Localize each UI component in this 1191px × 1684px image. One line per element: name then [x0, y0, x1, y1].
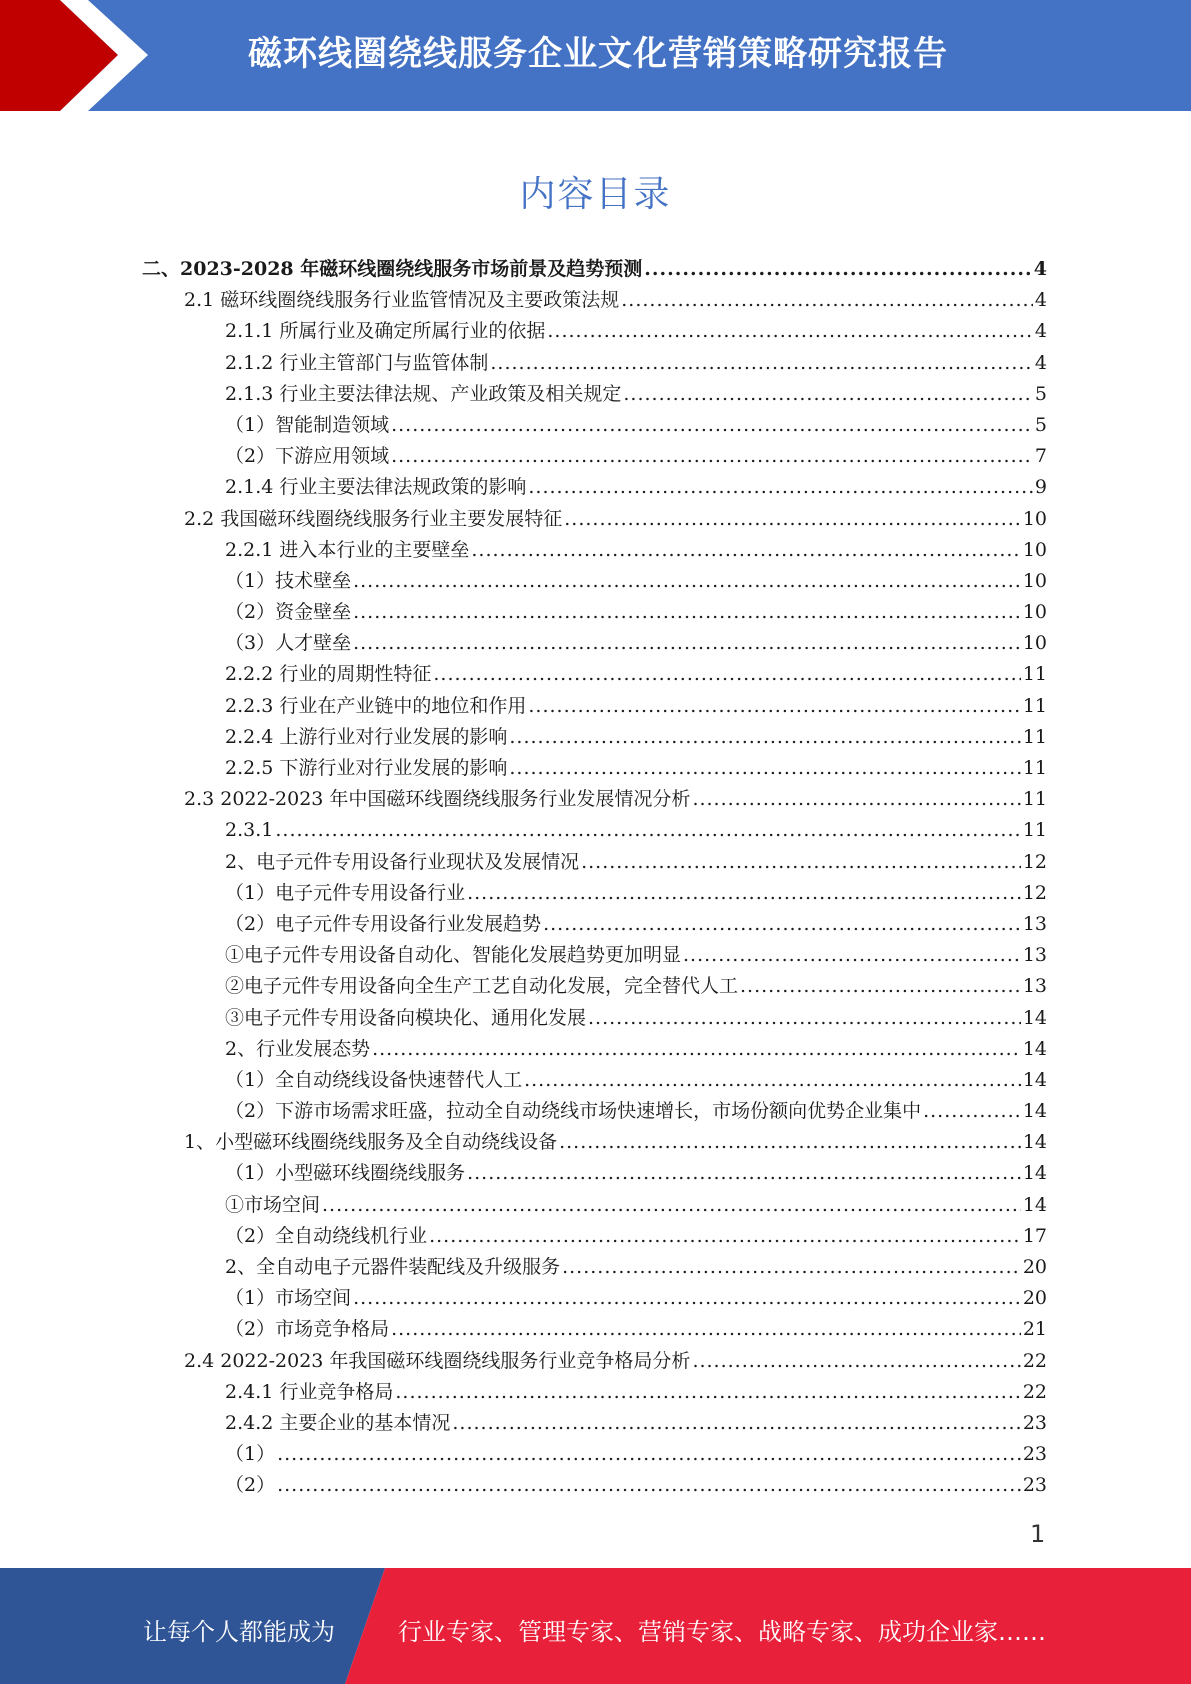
table-of-contents: [0, 254, 1191, 1502]
toc-entry-page: 12: [1022, 881, 1047, 904]
toc-leader-dots: [509, 753, 1020, 784]
toc-heading: 内容目录: [519, 174, 672, 215]
toc-entry[interactable]: [0, 1096, 1191, 1127]
toc-entry-page: 13: [1022, 944, 1047, 967]
toc-entry-title: （2）电子元件专用设备行业发展趋势: [225, 912, 542, 935]
toc-entry-title: 2.2.1 进入本行业的主要壁垒: [225, 538, 470, 561]
toc-leader-dots: [528, 691, 1020, 722]
toc-leader-dots: [391, 1314, 1021, 1345]
toc-entry-page: 11: [1022, 663, 1047, 686]
toc-entry[interactable]: [0, 753, 1191, 784]
toc-entry-title: 2、全自动电子元器件装配线及升级服务: [225, 1256, 561, 1278]
toc-leader-dots: [353, 597, 1021, 628]
toc-entry-title: 2、电子元件专用设备行业现状及发展情况: [225, 850, 580, 873]
toc-entry-page: 5: [1034, 413, 1047, 436]
toc-leader-dots: [644, 254, 1032, 285]
toc-entry-page: 10: [1022, 601, 1047, 624]
toc-entry-title: （1）电子元件专用设备行业: [225, 881, 466, 904]
toc-entry[interactable]: [0, 1314, 1191, 1345]
toc-entry[interactable]: [0, 1034, 1191, 1065]
toc-entry-title: （2）全自动绕线机行业: [225, 1224, 428, 1247]
header-banner: [0, 0, 1191, 111]
toc-entry[interactable]: [0, 566, 1191, 597]
toc-entry-page: 10: [1022, 632, 1047, 655]
toc-entry-title: ②电子元件专用设备向全生产工艺自动化发展，完全替代人工: [225, 975, 739, 998]
toc-leader-dots: [528, 472, 1033, 503]
toc-entry-page: 11: [1022, 788, 1047, 811]
toc-leader-dots: [588, 1003, 1021, 1034]
toc-entry[interactable]: [0, 441, 1191, 472]
toc-leader-dots: [433, 659, 1020, 690]
toc-entry[interactable]: [0, 940, 1191, 971]
toc-entry-page: 10: [1022, 507, 1047, 530]
toc-entry-page: 20: [1022, 1256, 1047, 1278]
toc-entry-page: 22: [1022, 1380, 1047, 1403]
toc-entry-page: 11: [1022, 757, 1047, 779]
toc-entry-title: ①市场空间: [225, 1193, 321, 1216]
toc-entry-title: （1）小型磁环线圈绕线服务: [225, 1162, 466, 1185]
toc-entry-title: 2.2.2 行业的周期性特征: [225, 663, 432, 686]
toc-leader-dots: [581, 847, 1021, 878]
footer-slogan-left: 让每个人都能成为: [143, 1618, 335, 1646]
toc-leader-dots: [621, 285, 1033, 316]
toc-leader-dots: [372, 1034, 1021, 1065]
toc-entry[interactable]: [0, 1283, 1191, 1314]
toc-entry-page: 9: [1034, 476, 1047, 499]
toc-entry-title: （2）下游市场需求旺盛，拉动全自动绕线市场快速增长，市场份额向优势企业集中: [225, 1100, 922, 1123]
toc-entry-title: ③电子元件专用设备向模块化、通用化发展: [225, 1006, 587, 1029]
toc-entry-title: （1）: [225, 1443, 276, 1466]
toc-leader-dots: [467, 1158, 1021, 1189]
toc-entry-page: 21: [1022, 1318, 1047, 1341]
toc-entry-page: 12: [1022, 850, 1047, 873]
toc-entry-page: 14: [1022, 1006, 1047, 1029]
toc-entry-title: （1）智能制造领域: [225, 413, 390, 436]
toc-entry-page: 13: [1022, 975, 1047, 998]
toc-entry[interactable]: [0, 348, 1191, 379]
toc-entry[interactable]: [0, 691, 1191, 722]
toc-entry-title: 2.4 2022-2023 年我国磁环线圈绕线服务行业竞争格局分析: [184, 1349, 691, 1372]
toc-entry[interactable]: [0, 722, 1191, 753]
toc-leader-dots: [275, 815, 1020, 846]
toc-entry[interactable]: [0, 410, 1191, 441]
toc-entry[interactable]: [0, 1470, 1191, 1501]
toc-entry[interactable]: [0, 1346, 1191, 1377]
toc-entry[interactable]: [0, 1252, 1191, 1283]
toc-entry-page: 11: [1022, 819, 1047, 842]
toc-entry[interactable]: [0, 504, 1191, 535]
toc-entry-title: 2.1 磁环线圈绕线服务行业监管情况及主要政策法规: [184, 289, 620, 312]
toc-entry-page: 10: [1022, 569, 1047, 592]
toc-entry-title: 2.2.4 上游行业对行业发展的影响: [225, 725, 508, 748]
toc-entry[interactable]: [0, 379, 1191, 410]
toc-leader-dots: [490, 348, 1033, 379]
toc-leader-dots: [683, 940, 1021, 971]
toc-entry-page: 23: [1022, 1411, 1047, 1434]
toc-entry-title: （2）下游应用领域: [225, 445, 390, 468]
toc-entry-page: 4: [1034, 351, 1047, 374]
toc-entry-page: 4: [1034, 289, 1047, 312]
toc-entry-page: 23: [1022, 1474, 1047, 1497]
toc-entry-title: 2.2.3 行业在产业链中的地位和作用: [225, 694, 527, 717]
toc-entry-title: 二、2023-2028 年磁环线圈绕线服务市场前景及趋势预测: [142, 258, 643, 280]
toc-entry[interactable]: [0, 535, 1191, 566]
toc-entry[interactable]: [0, 1190, 1191, 1221]
toc-leader-dots: [353, 566, 1021, 597]
footer-slogan-right: 行业专家、管理专家、营销专家、战略专家、成功企业家……: [398, 1618, 1046, 1646]
toc-entry-page: 5: [1034, 382, 1047, 405]
toc-entry-page: 11: [1022, 725, 1047, 748]
toc-entry[interactable]: [0, 1439, 1191, 1470]
toc-leader-dots: [471, 535, 1020, 566]
toc-entry-title: 2.1.3 行业主要法律法规、产业政策及相关规定: [225, 382, 622, 405]
toc-entry-title: （1）市场空间: [225, 1287, 352, 1310]
toc-entry-title: （3）人才壁垒: [225, 632, 352, 655]
toc-entry[interactable]: [0, 971, 1191, 1002]
toc-entry-title: （1）全自动绕线设备快速替代人工: [225, 1068, 523, 1091]
toc-leader-dots: [559, 1127, 1021, 1158]
toc-leader-dots: [509, 722, 1020, 753]
toc-entry[interactable]: [0, 1065, 1191, 1096]
toc-entry-page: 20: [1022, 1287, 1047, 1310]
toc-entry-title: （1）技术壁垒: [225, 569, 352, 592]
toc-entry-page: 14: [1022, 1068, 1047, 1091]
toc-leader-dots: [692, 784, 1020, 815]
toc-entry[interactable]: [0, 815, 1191, 846]
toc-entry-title: 2.4.1 行业竞争格局: [225, 1380, 394, 1403]
toc-entry-title: 1、小型磁环线圈绕线服务及全自动绕线设备: [184, 1131, 558, 1154]
toc-entry[interactable]: [0, 784, 1191, 815]
toc-entry[interactable]: [0, 1221, 1191, 1252]
toc-leader-dots: [524, 1065, 1021, 1096]
toc-leader-dots: [452, 1408, 1020, 1439]
toc-entry[interactable]: [0, 1377, 1191, 1408]
toc-entry[interactable]: [0, 628, 1191, 659]
toc-leader-dots: [429, 1221, 1021, 1252]
toc-entry-page: 7: [1034, 445, 1047, 468]
toc-entry[interactable]: [0, 659, 1191, 690]
toc-entry-page: 14: [1022, 1100, 1047, 1123]
toc-entry-page: 14: [1022, 1193, 1047, 1216]
toc-entry-page: 14: [1022, 1131, 1047, 1154]
toc-entry-page: 14: [1022, 1162, 1047, 1185]
toc-entry-title: 2.4.2 主要企业的基本情况: [225, 1411, 451, 1434]
toc-entry-page: 17: [1022, 1224, 1047, 1247]
toc-leader-dots: [322, 1190, 1021, 1221]
toc-entry-page: 11: [1022, 694, 1047, 717]
toc-entry-title: 2.1.1 所属行业及确定所属行业的依据: [225, 320, 546, 343]
toc-entry-title: 2.2 我国磁环线圈绕线服务行业主要发展特征: [184, 507, 563, 530]
toc-entry-page: 4: [1033, 258, 1047, 280]
toc-entry-title: 2.1.2 行业主管部门与监管体制: [225, 351, 489, 374]
toc-entry-page: 13: [1022, 912, 1047, 935]
toc-entry[interactable]: [0, 316, 1191, 347]
toc-entry-title: （2）市场竞争格局: [225, 1318, 390, 1341]
toc-entry[interactable]: [0, 1158, 1191, 1189]
toc-entry[interactable]: [0, 285, 1191, 316]
toc-leader-dots: [547, 316, 1033, 347]
toc-leader-dots: [391, 410, 1033, 441]
toc-leader-dots: [692, 1346, 1020, 1377]
toc-entry-title: （2）: [225, 1474, 276, 1497]
report-title: 磁环线圈绕线服务企业文化营销策略研究报告: [248, 34, 948, 74]
toc-leader-dots: [564, 504, 1021, 535]
toc-leader-dots: [923, 1096, 1021, 1127]
toc-leader-dots: [353, 1283, 1021, 1314]
toc-entry[interactable]: [0, 254, 1191, 285]
toc-leader-dots: [543, 909, 1021, 940]
toc-entry-page: 22: [1022, 1349, 1047, 1372]
toc-leader-dots: [391, 441, 1033, 472]
toc-entry-page: 14: [1022, 1037, 1047, 1060]
toc-entry-title: 2、行业发展态势: [225, 1037, 371, 1060]
toc-entry-page: 23: [1022, 1443, 1047, 1466]
toc-entry-title: 2.1.4 行业主要法律法规政策的影响: [225, 476, 527, 499]
toc-entry[interactable]: [0, 597, 1191, 628]
toc-entry-title: 2.3.1: [225, 819, 274, 842]
toc-entry[interactable]: [0, 472, 1191, 503]
footer-banner: [0, 1568, 1191, 1684]
toc-entry[interactable]: [0, 847, 1191, 878]
toc-leader-dots: [562, 1252, 1021, 1283]
toc-entry-title: 2.3 2022-2023 年中国磁环线圈绕线服务行业发展情况分析: [184, 788, 691, 811]
toc-entry[interactable]: [0, 909, 1191, 940]
toc-entry[interactable]: [0, 1003, 1191, 1034]
toc-leader-dots: [353, 628, 1021, 659]
toc-entry-page: 4: [1034, 320, 1047, 343]
toc-entry-title: （2）资金壁垒: [225, 601, 352, 624]
toc-entry[interactable]: [0, 1408, 1191, 1439]
toc-entry-title: ①电子元件专用设备自动化、智能化发展趋势更加明显: [225, 944, 682, 967]
toc-entry[interactable]: [0, 1127, 1191, 1158]
toc-leader-dots: [277, 1439, 1021, 1470]
toc-leader-dots: [277, 1470, 1021, 1501]
toc-leader-dots: [740, 971, 1021, 1002]
page-number: 1: [1030, 1520, 1046, 1548]
toc-leader-dots: [395, 1377, 1020, 1408]
toc-entry-title: 2.2.5 下游行业对行业发展的影响: [225, 757, 508, 779]
toc-leader-dots: [623, 379, 1033, 410]
toc-leader-dots: [467, 878, 1021, 909]
toc-entry-page: 10: [1022, 538, 1047, 561]
toc-entry[interactable]: [0, 878, 1191, 909]
